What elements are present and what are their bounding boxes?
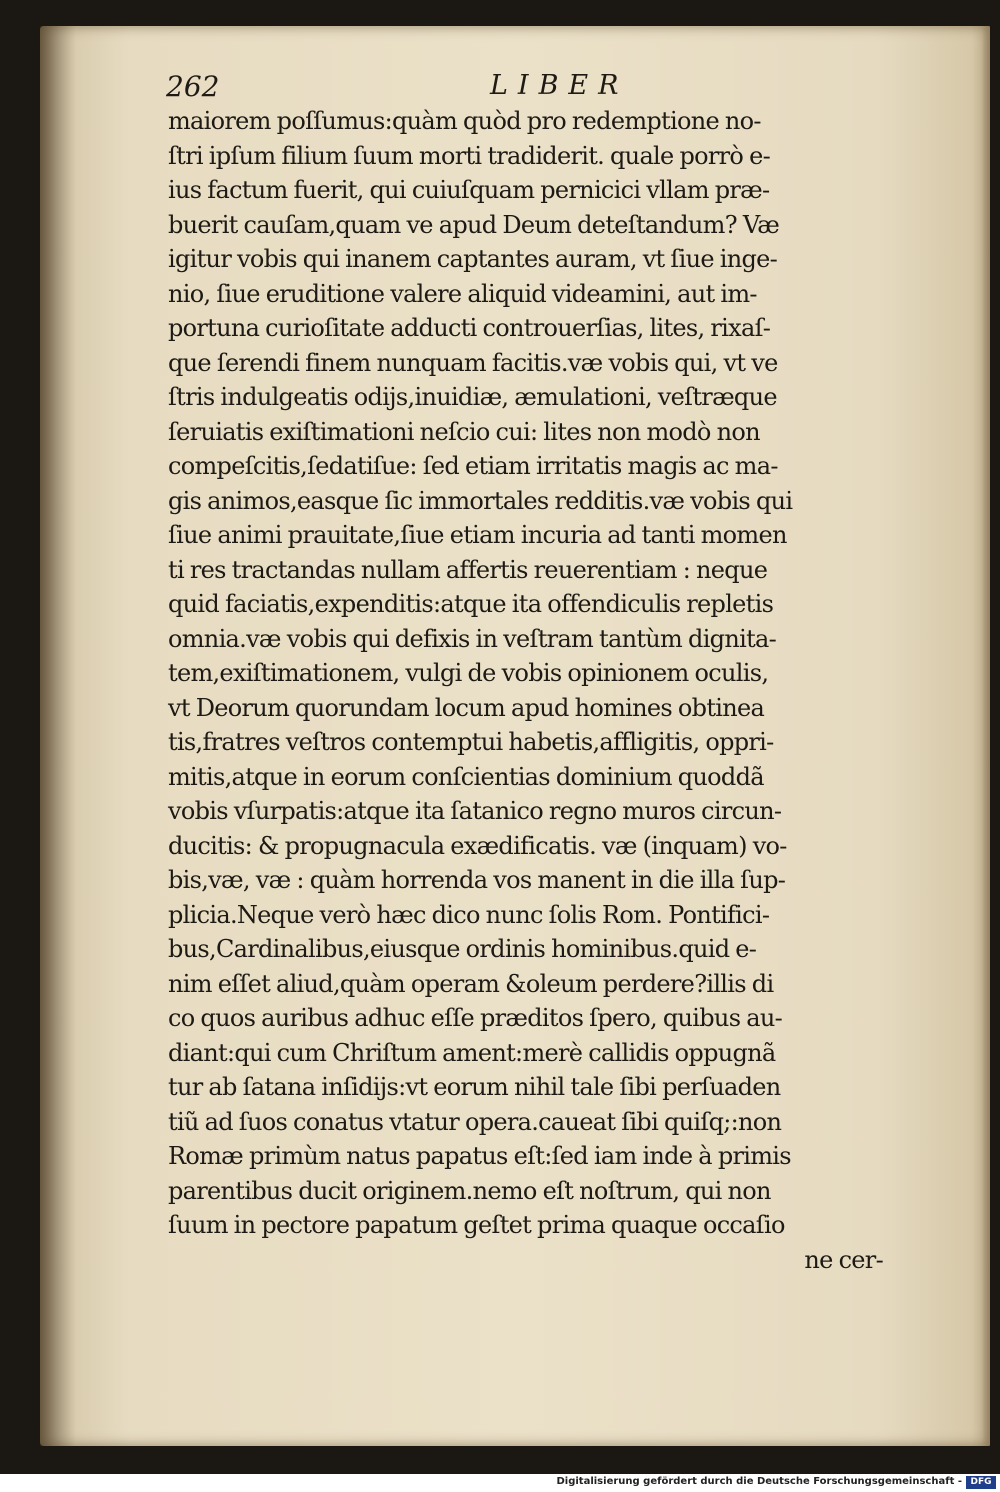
text-line: nim eſſet aliud,quàm operam &oleum perdere?illis di xyxy=(168,969,774,998)
text-line: gis animos,easque ſic immortales redditis.væ vobis qui xyxy=(168,486,793,515)
text-line: tiũ ad ſuos conatus vtatur opera.caueat ſibi quiſq;:non xyxy=(168,1107,782,1136)
text-line: ſuum in pectore papatum geſtet prima quaque occaſio xyxy=(168,1211,785,1239)
text-line: compeſcitis,ſedatiſue: ſed etiam irritatis magis ac ma- xyxy=(168,452,778,480)
text-line: buerit cauſam,quam ve apud Deum deteſtandum? Væ xyxy=(168,210,780,239)
text-line: vt Deorum quorundam locum apud homines obtinea xyxy=(168,693,765,722)
body-text xyxy=(168,104,883,1277)
text-line: ti res tractandas nullam affertis reuerentiam : neque xyxy=(168,555,768,584)
text-line: portuna curioſitate adducti controuerſias, lites, rixaſ- xyxy=(168,314,771,342)
text-line: tem,exiſtimationem, vulgi de vobis opinionem oculis, xyxy=(168,659,769,687)
funding-credit: Digitalisierung gefördert durch die Deutsche Forschungsgemeinschaft - xyxy=(556,1476,962,1487)
text-line: ſeruiatis exiſtimationi neſcio cui: lites non modò non xyxy=(168,417,760,446)
text-line: bus,Cardinalibus,eiusque ordinis hominibus.quid e- xyxy=(168,935,757,963)
text-line: tur ab ſatana inſidijs:vt eorum nihil tale ſibi perſuaden xyxy=(168,1073,781,1101)
text-line: que ſerendi finem nunquam facitis.væ vobis qui, vt ve xyxy=(168,348,778,377)
running-head: LIBER xyxy=(490,70,629,101)
text-line: nio, ſiue eruditione valere aliquid videamini, aut im- xyxy=(168,279,757,308)
page-edge-shadow xyxy=(982,26,990,1446)
text-line: ſiue animi prauitate,ſiue etiam incuria ad tanti momen xyxy=(168,521,787,549)
text-line: diant:qui cum Chriſtum ament:merè callidis oppugnã xyxy=(168,1038,776,1067)
catchword: ne cer- xyxy=(804,1245,883,1274)
text-line: bis,væ, væ : quàm horrenda vos manent in die illa ſup- xyxy=(168,866,786,894)
text-line: omnia.væ vobis qui defixis in veſtram tantùm dignita- xyxy=(168,624,777,653)
text-line: parentibus ducit originem.nemo eſt noſtrum, qui non xyxy=(168,1176,771,1205)
text-line: co quos auribus adhuc eſſe præditos ſpero, quibus au- xyxy=(168,1004,783,1032)
text-line: mitis,atque in eorum conſcientias dominium quoddã xyxy=(168,762,764,791)
text-line: tis,fratres veſtros contemptui habetis,affligitis, oppri- xyxy=(168,728,774,756)
text-line: quid faciatis,expenditis:atque ita offendiculis repletis xyxy=(168,590,774,618)
text-line: ius factum fuerit, qui cuiuſquam pernicici vllam præ- xyxy=(168,176,770,204)
page-gutter-shadow xyxy=(40,26,76,1446)
text-line: Romæ primùm natus papatus eſt:ſed iam inde à primis xyxy=(168,1142,791,1170)
text-line: vobis vſurpatis:atque ita ſatanico regno muros circun- xyxy=(168,797,782,825)
dfg-logo: DFG xyxy=(966,1476,996,1489)
text-line: plicia.Neque verò hæc dico nunc ſolis Rom. Pontifici- xyxy=(168,900,770,929)
page-number: 262 xyxy=(166,70,220,103)
text-line: ſtris indulgeatis odijs,inuidiæ, æmulationi, veſtræque xyxy=(168,383,777,411)
footer-bar xyxy=(0,1474,1000,1492)
text-line: ducitis: & propugnacula exædificatis. væ (inquam) vo- xyxy=(168,831,787,860)
text-line: ſtri ipſum filium ſuum morti tradiderit. quale porrò e- xyxy=(168,141,771,170)
text-line: igitur vobis qui inanem captantes auram, vt ſiue inge- xyxy=(168,245,778,273)
text-line: maiorem poſſumus:quàm quòd pro redemptione no- xyxy=(168,107,761,135)
